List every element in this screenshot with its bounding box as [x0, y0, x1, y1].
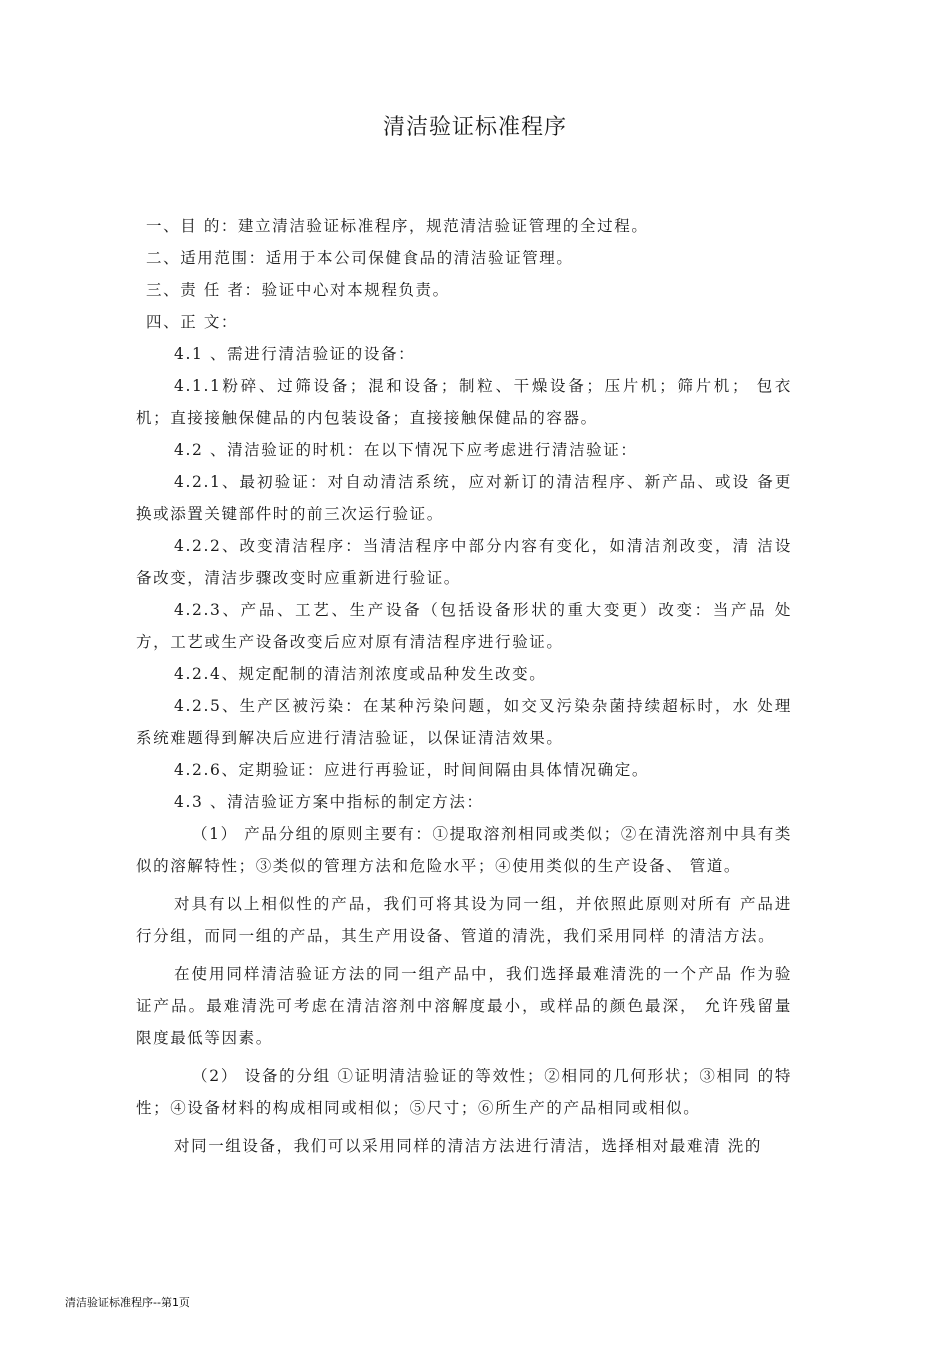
paragraph-4-2-1: 4.2.1、最初验证：对自动清洁系统，应对新订的清洁程序、新产品、或设 备更换或添置关键部件时的前三次运行验证。	[136, 473, 792, 523]
section-body-heading: 四、正 文：	[146, 313, 239, 331]
paragraph-similar-products: 对具有以上相似性的产品，我们可将其设为同一组，并依照此原则对所有 产品进行分组，而同一组的产品，其生产用设备、管道的清洗，我们采用同样 的清洁方法。	[136, 895, 792, 945]
paragraph-equipment-grouping: （2） 设备的分组 ①证明清洁验证的等效性；②相同的几何形状；③相同 的特性；④设备材料的构成相同或相似；⑤尺寸；⑥所生产的产品相同或相似。	[136, 1067, 792, 1117]
section-scope: 二、适用范围：适用于本公司保健食品的清洁验证管理。	[146, 249, 574, 267]
paragraph-4-2-2: 4.2.2、改变清洁程序：当清洁程序中部分内容有变化，如清洁剂改变，清 洁设备改变，清洁步骤改变时应重新进行验证。	[136, 537, 792, 587]
paragraph-4-3: 4.3 、清洁验证方案中指标的制定方法：	[174, 793, 484, 811]
page-footer: 清洁验证标准程序--第1页	[65, 1296, 190, 1309]
section-responsibility: 三、责 任 者：验证中心对本规程负责。	[146, 281, 450, 299]
paragraph-4-2-5: 4.2.5、生产区被污染：在某种污染问题，如交叉污染杂菌持续超标时，水 处理系统难题得到解决后应进行清洁验证，以保证清洁效果。	[136, 697, 792, 747]
paragraph-4-1-1: 4.1.1粉碎、过筛设备；混和设备；制粒、干燥设备；压片机；筛片机； 包衣机；直接接触保健品的内包装设备；直接接触保健品的容器。	[136, 377, 792, 427]
paragraph-4-2-3: 4.2.3、产品、工艺、生产设备（包括设备形状的重大变更）改变：当产品 处方，工艺或生产设备改变后应对原有清洁程序进行验证。	[136, 601, 792, 651]
paragraph-4-2-4: 4.2.4、规定配制的清洁剂浓度或品种发生改变。	[174, 665, 547, 683]
paragraph-4-1: 4.1 、需进行清洁验证的设备：	[174, 345, 416, 363]
document-body	[136, 210, 792, 1162]
paragraph-4-2: 4.2 、清洁验证的时机：在以下情况下应考虑进行清洁验证：	[174, 441, 638, 459]
paragraph-4-2-6: 4.2.6、定期验证：应进行再验证，时间间隔由具体情况确定。	[174, 761, 649, 779]
section-purpose: 一、目 的：建立清洁验证标准程序，规范清洁验证管理的全过程。	[146, 217, 649, 235]
paragraph-product-grouping: （1） 产品分组的原则主要有：①提取溶剂相同或类似；②在清洗溶剂中具有类似的溶解特性；③类似的管理方法和危险水平；④使用类似的生产设备、 管道。	[136, 825, 792, 875]
paragraph-hardest-to-clean: 在使用同样清洁验证方法的同一组产品中，我们选择最难清洗的一个产品 作为验证产品。最难清洗可考虑在清洁溶剂中溶解度最小，或样品的颜色最深， 允许残留量限度最低等因素。	[136, 965, 792, 1047]
page-title: 清洁验证标准程序	[382, 115, 567, 140]
paragraph-same-group-equipment: 对同一组设备，我们可以采用同样的清洁方法进行清洁，选择相对最难清 洗的	[174, 1137, 762, 1155]
